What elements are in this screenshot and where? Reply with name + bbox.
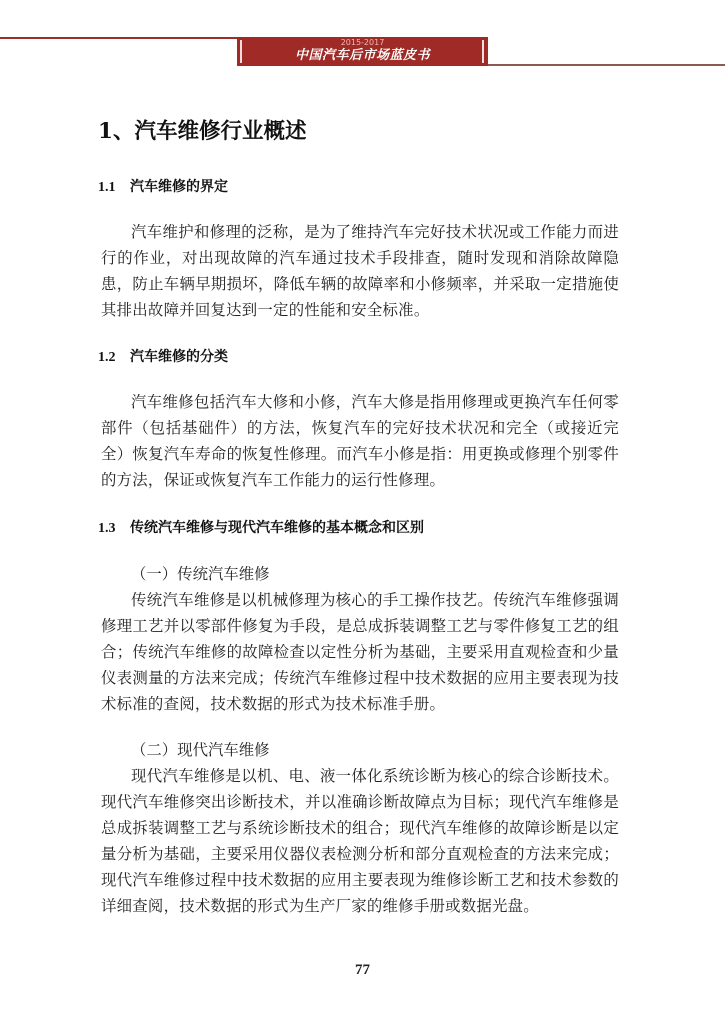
header-banner: [237, 37, 488, 66]
chapter-title: 1、汽车维修行业概述: [98, 119, 307, 144]
header-rule-left: [0, 37, 238, 39]
section-title: 汽车维修的分类: [130, 349, 228, 365]
header-years: 2015-2017: [340, 38, 385, 47]
section-title: 传统汽车维修与现代汽车维修的基本概念和区别: [130, 520, 424, 536]
subsection-paragraph-traditional: 传统汽车维修是以机械修理为核心的手工操作技艺。传统汽车维修强调修理工艺并以零部件修复为手段，是总成拆装调整工艺与零件修复工艺的组合；传统汽车维修的故障检查以定性分析为基础，主要采用直观检查和少量仪表测量的方法来完成；传统汽车维修过程中技术数据的应用主要表现为技术标准的查阅，技术数据的形式为技术标准手册。: [101, 591, 619, 713]
section-number: 1.3: [98, 521, 116, 536]
section-number: 1.1: [98, 180, 116, 195]
subsection-heading-modern: （二）现代汽车维修: [131, 741, 270, 759]
section-heading-1-1: [98, 177, 228, 198]
section-heading-1-2: [98, 347, 228, 368]
section-number: 1.2: [98, 350, 116, 365]
page-number: 77: [355, 962, 370, 978]
section-paragraph-1-2: 汽车维修包括汽车大修和小修，汽车大修是指用修理或更换汽车任何零部件（包括基础件）的方法，恢复汽车的完好技术状况和完全（或接近完全）恢复汽车寿命的恢复性修理。而汽车小修是指：用更换或修理个别零件的方法，保证或恢复汽车工作能力的运行性修理。: [101, 393, 619, 489]
section-paragraph-1-1: 汽车维护和修理的泛称，是为了维持汽车完好技术状况或工作能力而进行的作业，对出现故障的汽车通过技术手段排查，随时发现和消除故障隐患，防止车辆早期损坏，降低车辆的故障率和小修频率，并采取一定措施使其排出故障并回复达到一定的性能和安全标准。: [101, 223, 619, 319]
section-heading-1-3: [98, 518, 424, 539]
section-title: 汽车维修的界定: [130, 179, 228, 195]
subsection-heading-traditional: （一）传统汽车维修: [131, 565, 270, 583]
header-book-title: 中国汽车后市场蓝皮书: [294, 48, 430, 63]
header-rule-right: [487, 64, 725, 66]
subsection-paragraph-modern: 现代汽车维修是以机、电、液一体化系统诊断为核心的综合诊断技术。现代汽车维修突出诊断技术，并以准确诊断故障点为目标；现代汽车维修是总成拆装调整工艺与系统诊断技术的组合；现代汽车维修的故障诊断是以定量分析为基础，主要采用仪器仪表检测分析和部分直观检查的方法来完成；现代汽车维修过程中技术数据的应用主要表现为维修诊断工艺和技术参数的详细查阅，技术数据的形式为生产厂家的维修手册或数据光盘。: [101, 767, 619, 915]
